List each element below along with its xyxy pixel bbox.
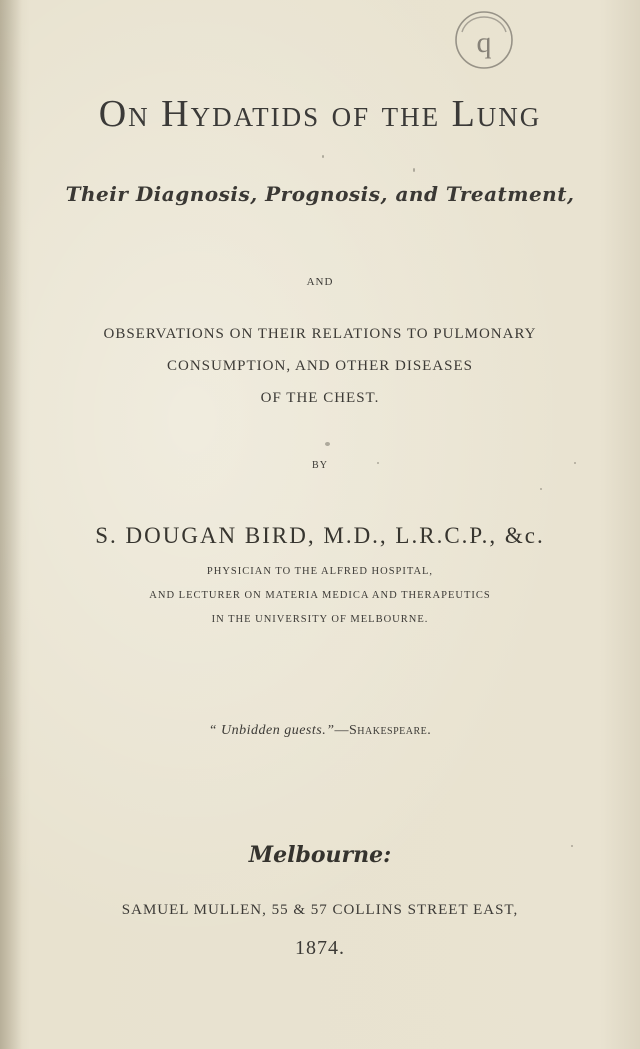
observations-line-3: OF THE CHEST. xyxy=(260,390,380,406)
publication-year: 1874. xyxy=(295,937,345,959)
publication-place: Melbourne: xyxy=(248,842,392,868)
paper-speck xyxy=(540,488,542,490)
library-stamp-letter: q xyxy=(476,26,492,59)
library-stamp-icon xyxy=(448,2,518,72)
paper-speck xyxy=(571,845,573,847)
epigraph-quote: “ Unbidden guests.” xyxy=(208,723,335,738)
by-line: BY xyxy=(312,460,328,471)
paper-speck xyxy=(322,155,324,158)
paper-speck xyxy=(377,462,379,464)
affiliation-line-1: PHYSICIAN TO THE ALFRED HOSPITAL, xyxy=(206,566,434,577)
affiliation-line-3: IN THE UNIVERSITY OF MELBOURNE. xyxy=(211,614,429,625)
paper-speck xyxy=(574,462,576,464)
epigraph xyxy=(0,723,640,739)
observations-line-2: CONSUMPTION, AND OTHER DISEASES xyxy=(166,358,474,374)
observations-line-1: OBSERVATIONS ON THEIR RELATIONS TO PULMONARY xyxy=(103,326,537,342)
and-connector: AND xyxy=(306,276,334,288)
paper-speck xyxy=(325,442,330,446)
book-subtitle: Their Diagnosis, Prognosis, and Treatment, xyxy=(65,182,575,206)
affiliation-line-2: AND LECTURER ON MATERIA MEDICA AND THERAPEUTICS xyxy=(149,590,491,601)
author-name: S. DOUGAN BIRD, M.D., L.R.C.P., &c. xyxy=(95,523,545,548)
publisher-line: SAMUEL MULLEN, 55 & 57 COLLINS STREET EAST, xyxy=(121,902,519,918)
epigraph-author: —Shakespeare. xyxy=(334,723,432,738)
book-title: On Hydatids of the Lung xyxy=(98,93,542,135)
paper-speck xyxy=(413,168,415,172)
